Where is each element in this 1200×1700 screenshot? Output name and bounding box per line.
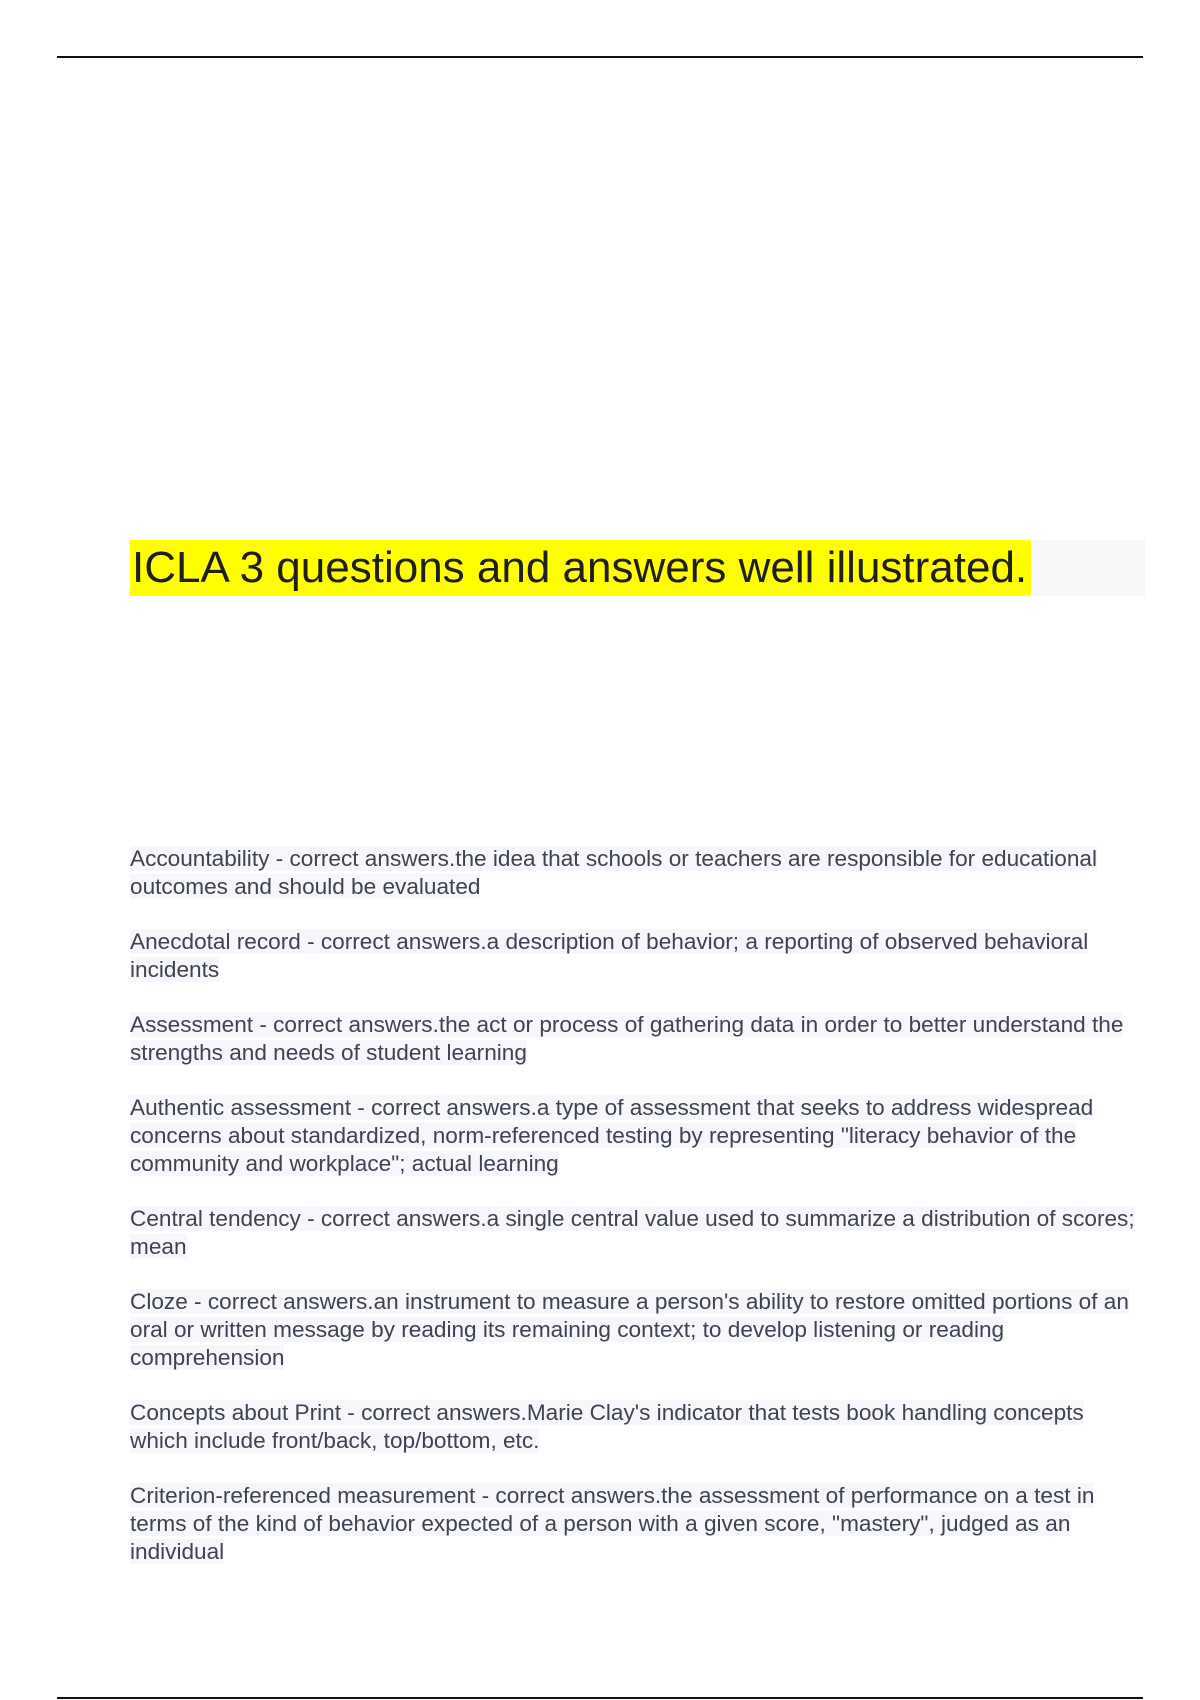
entry-text: Anecdotal record - correct answers.a description of behavior; a reporting of observed behavioral incidents (130, 929, 1089, 982)
title-band (130, 540, 1145, 596)
definition-entry (130, 928, 1145, 984)
top-rule (57, 56, 1143, 58)
definition-entry (130, 1011, 1145, 1067)
definition-entry (130, 1094, 1145, 1178)
entry-text: Concepts about Print - correct answers.Marie Clay's indicator that tests book handling concepts which include front/back, top/bottom, etc. (130, 1400, 1084, 1453)
definition-entry (130, 1482, 1145, 1566)
document-title: ICLA 3 questions and answers well illustrated. (130, 540, 1031, 596)
entry-text: Assessment - correct answers.the act or process of gathering data in order to better understand the strengths and needs of student learning (130, 1012, 1124, 1065)
definition-entry (130, 1399, 1145, 1455)
definition-list (130, 845, 1145, 1593)
entry-text: Accountability - correct answers.the idea that schools or teachers are responsible for educational outcomes and should be evaluated (130, 846, 1098, 899)
entry-text: Central tendency - correct answers.a single central value used to summarize a distribution of scores; mean (130, 1206, 1135, 1259)
definition-entry (130, 1288, 1145, 1372)
definition-entry (130, 1205, 1145, 1261)
entry-text: Cloze - correct answers.an instrument to measure a person's ability to restore omitted portions of an oral or written message by reading its remaining context; to develop listening or reading comprehension (130, 1289, 1129, 1370)
entry-text: Authentic assessment - correct answers.a type of assessment that seeks to address widespread concerns about standardized, norm-referenced testing by representing "literacy behavior of the community and workplace"; actual learning (130, 1095, 1094, 1176)
bottom-rule (57, 1697, 1143, 1699)
entry-text: Criterion-referenced measurement - correct answers.the assessment of performance on a test in terms of the kind of behavior expected of a person with a given score, "mastery", judged as an individual (130, 1483, 1095, 1564)
definition-entry (130, 845, 1145, 901)
